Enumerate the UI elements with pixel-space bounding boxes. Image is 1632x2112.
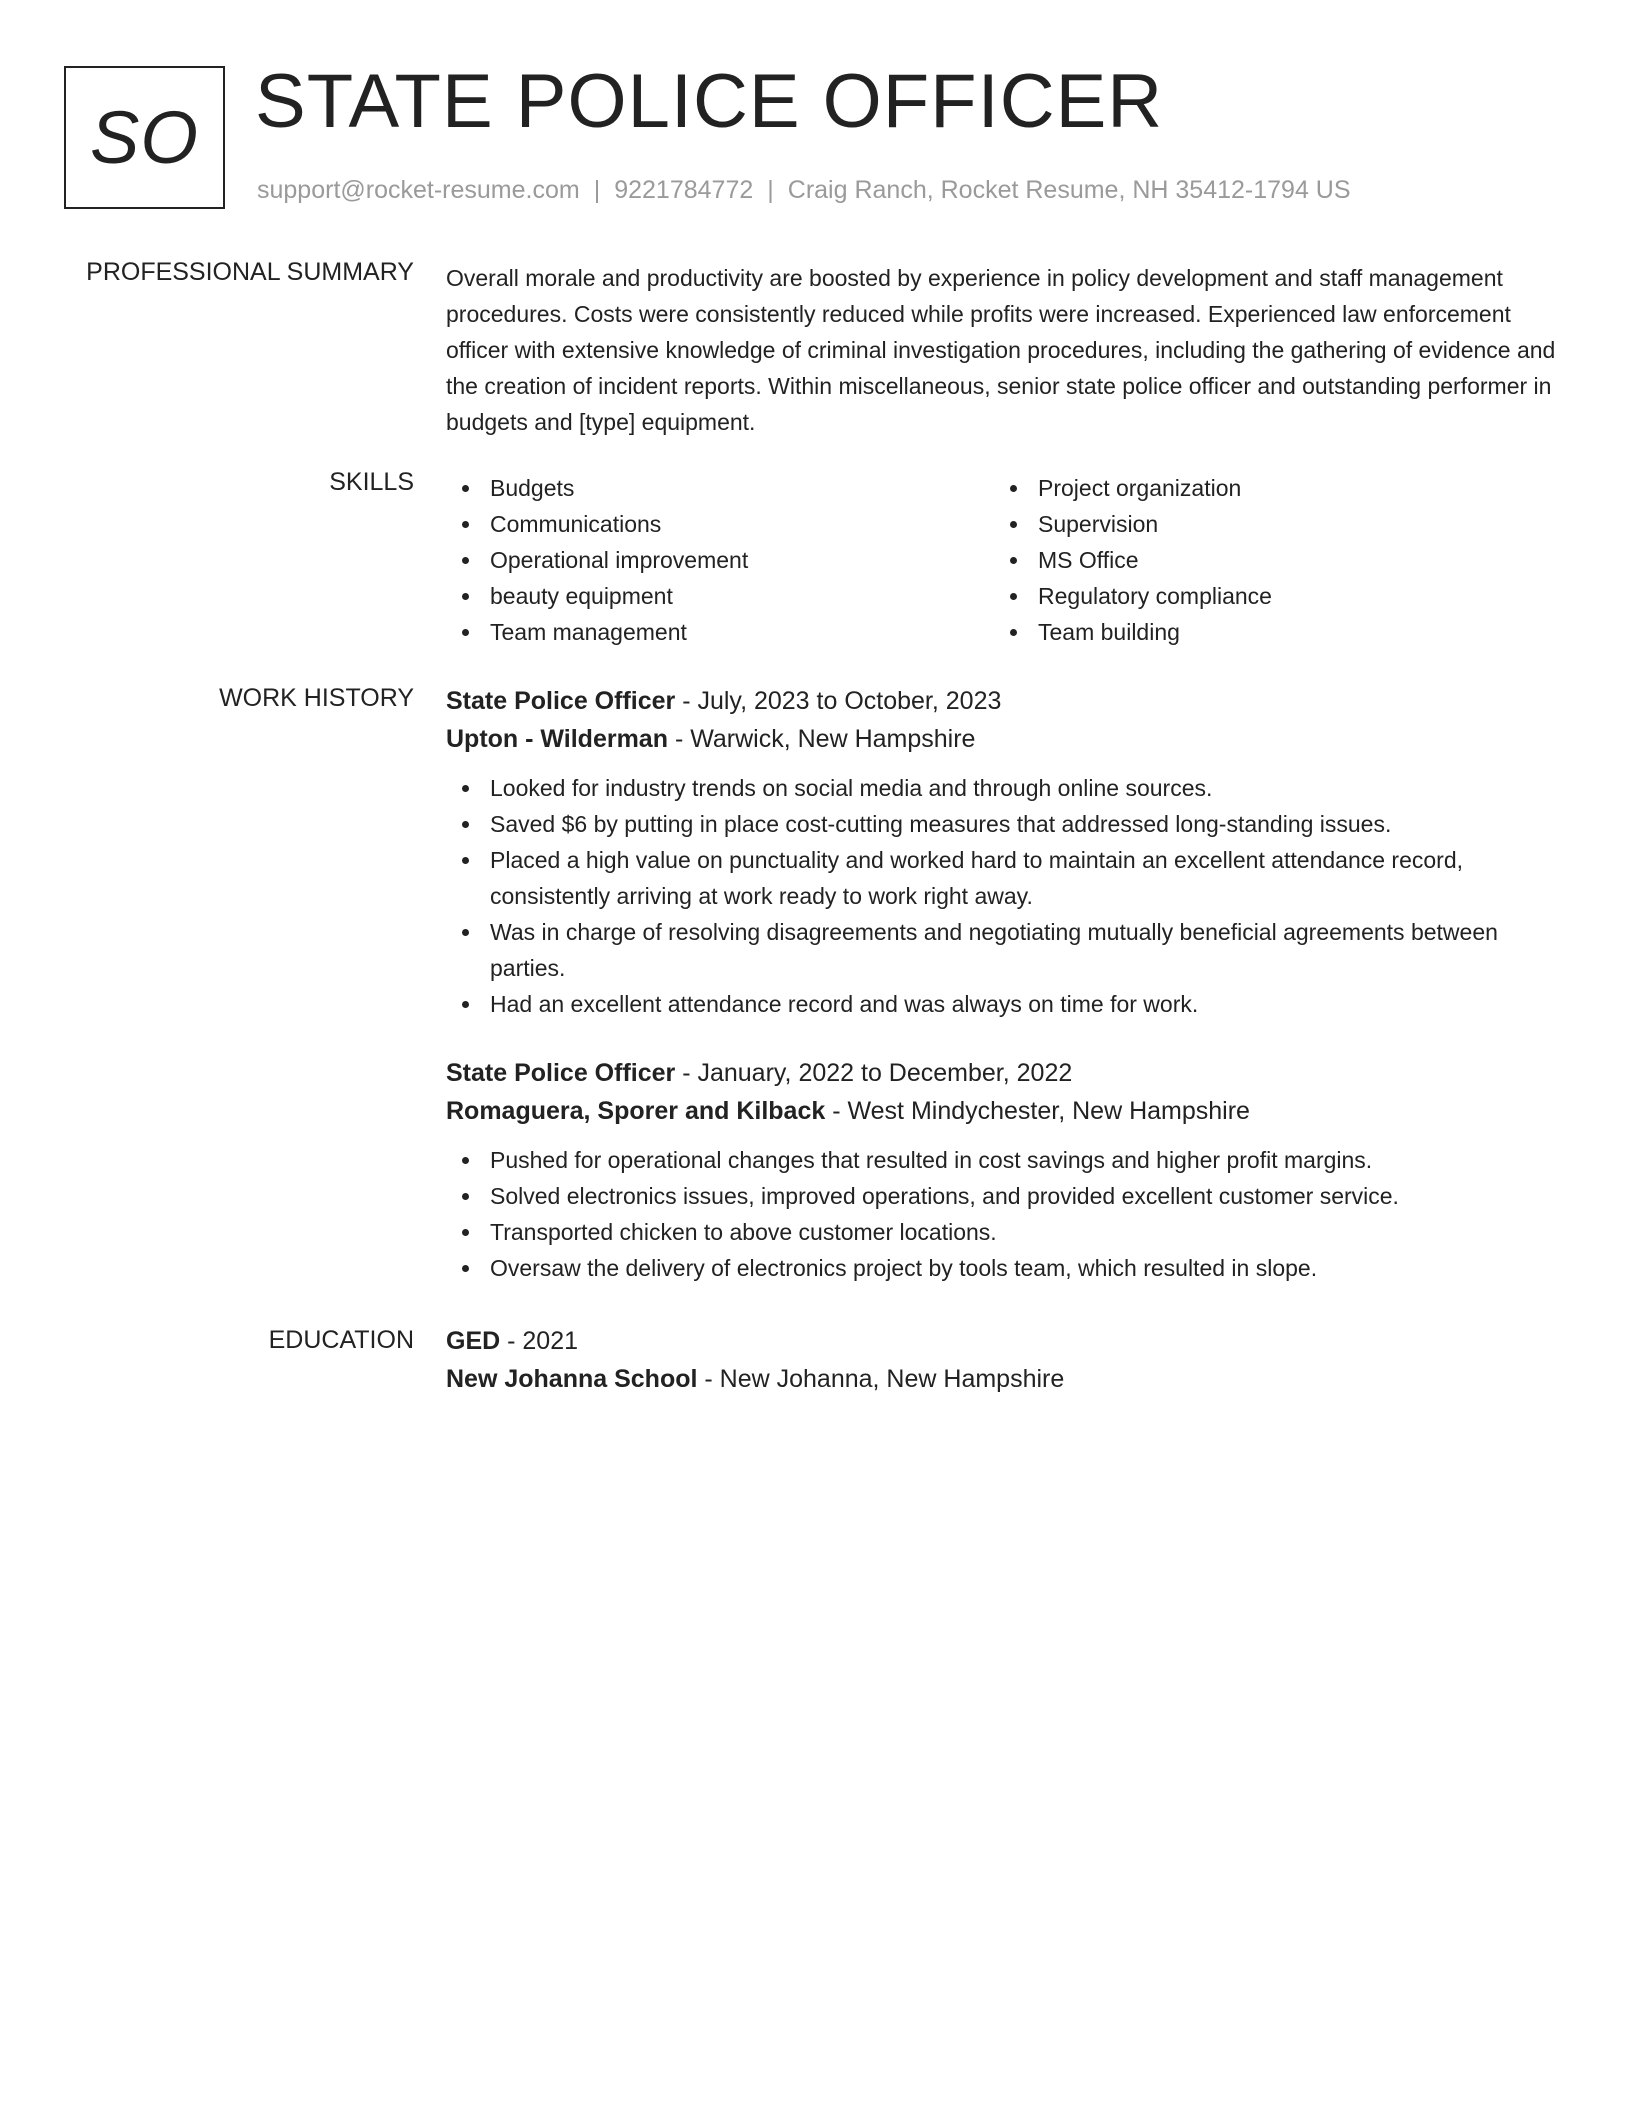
section-label-education: EDUCATION [268,1326,414,1354]
skill-item: MS Office [994,542,1542,578]
monogram-initials: SO [90,96,199,179]
candidate-name: STATE POLICE OFFICER [255,59,1164,144]
job-company-line [446,1092,1561,1130]
skill-item: Project organization [994,470,1542,506]
job-bullet: Placed a high value on punctuality and worked hard to maintain an excellent attendance record, consistently arriving at work ready to work right away. [446,842,1561,914]
job-bullet: Saved $6 by putting in place cost-cutting measures that addressed long-standing issues. [446,806,1561,842]
skill-item: Operational improvement [446,542,994,578]
skill-item: Supervision [994,506,1542,542]
skill-item: Communications [446,506,994,542]
job-location: - Warwick, New Hampshire [668,725,976,753]
skill-item: Regulatory compliance [994,578,1542,614]
skill-item: Team management [446,614,994,650]
job-bullet: Had an excellent attendance record and was always on time for work. [446,986,1561,1022]
job-title: State Police Officer [446,1059,676,1087]
education-school: New Johanna School [446,1365,698,1393]
job-company: Romaguera, Sporer and Kilback [446,1097,826,1125]
job-title-line [446,682,1561,720]
job-dates: - January, 2022 to December, 2022 [675,1059,1073,1087]
job-company-line [446,720,1561,758]
contact-separator: | [767,176,774,204]
contact-phone: 9221784772 [614,176,754,204]
contact-address: Craig Ranch, Rocket Resume, NH 35412-1794 US [787,176,1351,204]
job-location: - West Mindychester, New Hampshire [825,1097,1250,1125]
job-bullet: Looked for industry trends on social media and through online sources. [446,770,1561,806]
education-school-line [446,1360,1561,1398]
skills-column-left [446,470,994,650]
summary-body [446,260,1561,440]
job-bullet: Solved electronics issues, improved operations, and provided excellent customer service. [446,1178,1561,1214]
education-body [446,1322,1561,1398]
job-bullet: Pushed for operational changes that resulted in cost savings and higher profit margins. [446,1142,1561,1178]
job-title: State Police Officer [446,687,676,715]
skills-column-right [994,470,1542,650]
skills-body [446,470,1561,650]
work-history-body [446,682,1561,1318]
section-label-summary: PROFESSIONAL SUMMARY [86,258,414,286]
contact-email: support@rocket-resume.com [257,176,580,204]
section-label-skills: SKILLS [329,468,414,496]
section-label-work: WORK HISTORY [219,684,414,712]
skill-item: Team building [994,614,1542,650]
education-degree: GED [446,1327,501,1355]
job-entry [446,1054,1561,1286]
job-bullet: Was in charge of resolving disagreements and negotiating mutually beneficial agreements between parties. [446,914,1561,986]
skill-item: beauty equipment [446,578,994,614]
contact-separator: | [593,176,601,204]
monogram-box [64,66,225,209]
job-dates: - July, 2023 to October, 2023 [675,687,1002,715]
job-entry [446,682,1561,1022]
education-location: - New Johanna, New Hampshire [697,1365,1065,1393]
contact-line [257,176,1351,205]
job-bullet: Oversaw the delivery of electronics project by tools team, which resulted in slope. [446,1250,1561,1286]
job-title-line [446,1054,1561,1092]
job-company: Upton - Wilderman [446,725,668,753]
education-year: - 2021 [500,1327,579,1355]
education-degree-line [446,1322,1561,1360]
job-bullet: Transported chicken to above customer locations. [446,1214,1561,1250]
skill-item: Budgets [446,470,994,506]
summary-text: Overall morale and productivity are boosted by experience in policy development and staff management procedures. Costs were consistently reduced while profits were increased. Experienced law enforcement officer with extensive knowledge of criminal investigation procedures, including the gathering of evidence and the creation of incident reports. Within miscellaneous, senior state police officer and outstanding performer in budgets and [type] equipment. [446,265,1556,435]
